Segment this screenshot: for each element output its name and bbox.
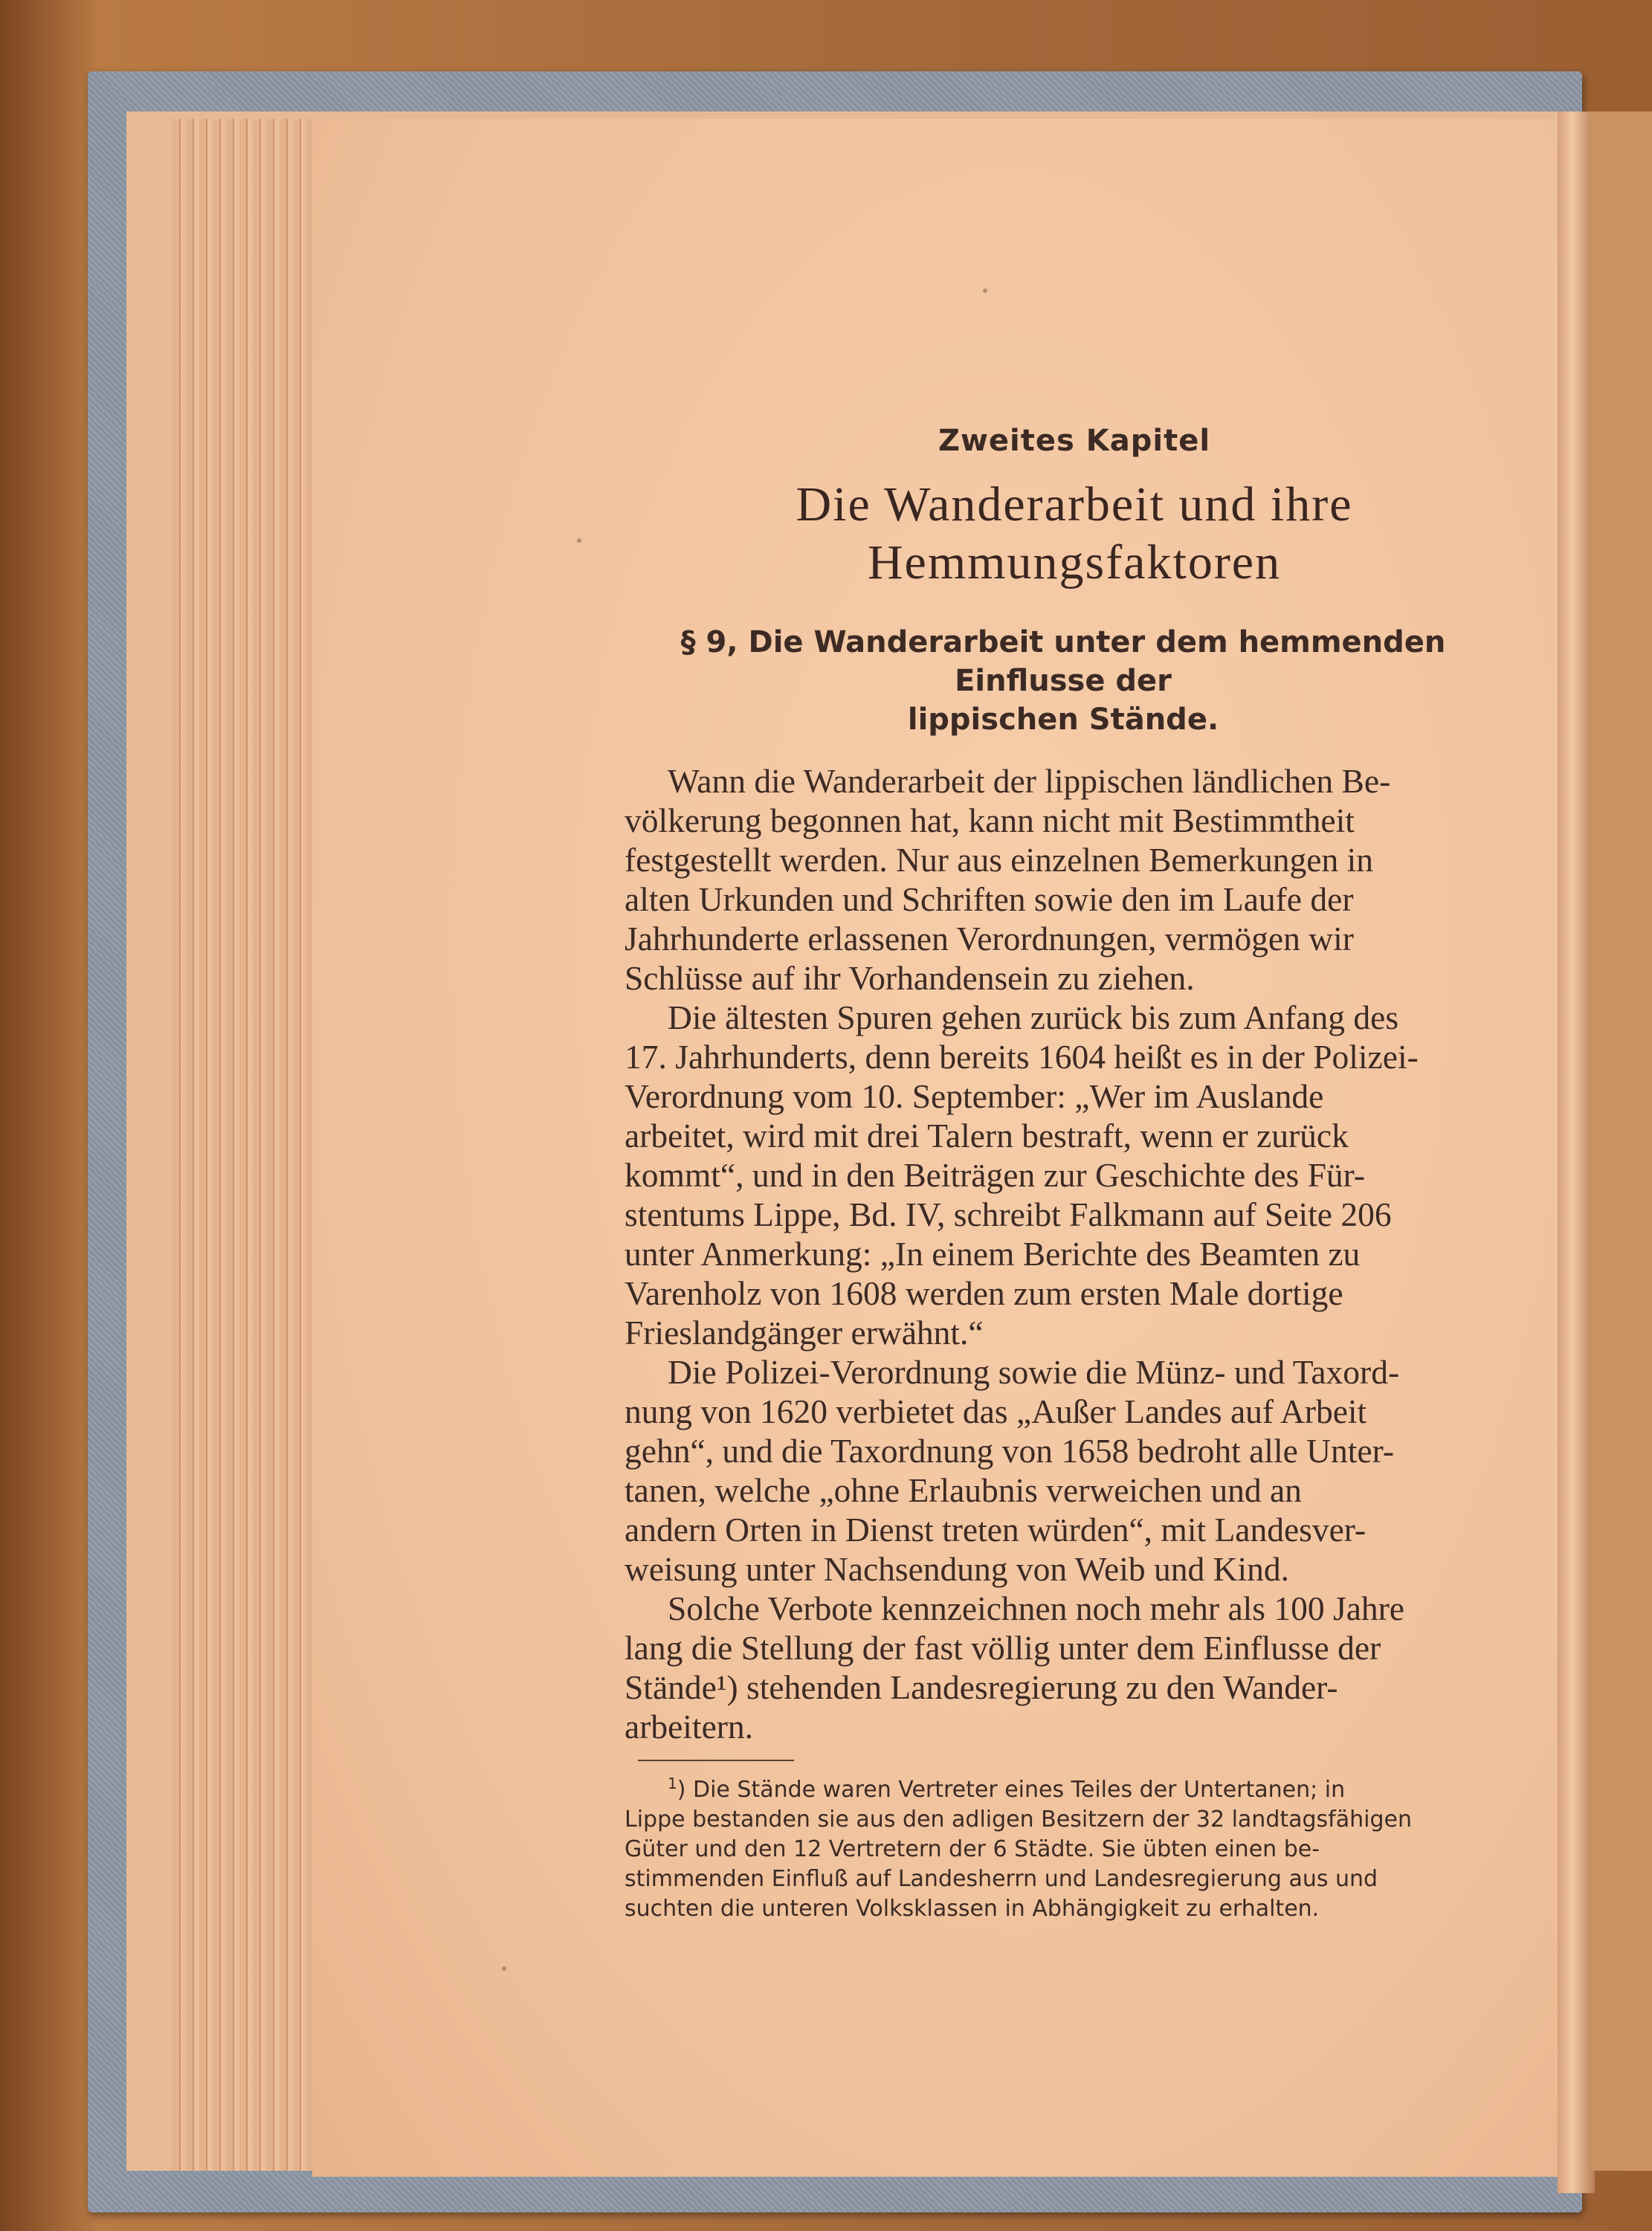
text-line: arbeitern. — [625, 1708, 754, 1746]
text-line: nung von 1620 verbietet das „Außer Landes auf Arbeit — [625, 1392, 1367, 1430]
section-heading-line: § 9, Die Wanderarbeit unter dem hemmenden Einflusse der — [680, 625, 1446, 698]
section-heading — [625, 623, 1502, 739]
text-line: lang die Stellung der fast völlig unter dem Einflusse der — [625, 1629, 1381, 1667]
chapter-label: Zweites Kapitel — [938, 424, 1211, 458]
footnote-line: stimmenden Einfluß auf Landesherrn und Landesregierung aus und — [625, 1866, 1378, 1892]
book-gutter — [1558, 112, 1595, 2193]
text-line: Solche Verbote kennzeichnen noch mehr als 100 Jahre — [668, 1589, 1404, 1627]
section-heading-line: lippischen Stände. — [907, 703, 1219, 737]
text-line: Schlüsse auf ihr Vorhandensein zu ziehen. — [625, 959, 1195, 997]
paragraph-3 — [625, 1352, 1502, 1589]
footnote-line: Güter und den 12 Vertretern der 6 Städte. Sie übten einen be- — [625, 1836, 1320, 1862]
text-line: gehn“, und die Taxordnung von 1658 bedroht alle Unter- — [625, 1432, 1394, 1470]
footnote-text: ) Die Stände waren Vertreter eines Teiles der Untertanen; in — [677, 1777, 1346, 1803]
footnote-line: suchten die unteren Volksklassen in Abhängigkeit zu erhalten. — [625, 1896, 1320, 1922]
footnote — [625, 1769, 1502, 1924]
text-line: Die ältesten Spuren gehen zurück bis zum Anfang des — [668, 998, 1399, 1036]
text-line: tanen, welche „ohne Erlaubnis verweichen und an — [625, 1471, 1302, 1509]
text-line: arbeitet, wird mit drei Talern bestraft, wenn er zurück — [625, 1117, 1349, 1155]
text-line: Jahrhunderte erlassenen Verordnungen, vermögen wir — [625, 920, 1354, 958]
footnote-rule — [638, 1760, 794, 1761]
text-line: Varenholz von 1608 werden zum ersten Male dortige — [625, 1274, 1343, 1312]
page-speck — [577, 538, 581, 543]
page-content — [625, 424, 1502, 1924]
chapter-title — [647, 476, 1502, 592]
next-page-edge — [1591, 112, 1652, 2171]
text-line: kommt“, und in den Beiträgen zur Geschichte des Für- — [625, 1156, 1366, 1194]
paragraph-2 — [625, 998, 1502, 1352]
text-line: weisung unter Nachsendung von Weib und Kind. — [625, 1550, 1289, 1588]
text-line: unter Anmerkung: „In einem Berichte des Beamten zu — [625, 1235, 1361, 1273]
page-speck — [983, 288, 987, 293]
page-speck — [502, 1966, 506, 1971]
text-line: Frieslandgänger erwähnt.“ — [625, 1314, 984, 1352]
text-line: festgestellt werden. Nur aus einzelnen Bemerkungen in — [625, 841, 1373, 879]
text-line: Verordnung vom 10. September: „Wer im Auslande — [625, 1077, 1324, 1115]
footnote-marker: 1 — [668, 1775, 677, 1792]
page-edges — [172, 119, 321, 2171]
text-line: Die Polizei-Verordnung sowie die Münz- und Taxord- — [668, 1353, 1400, 1391]
text-line: völkerung begonnen hat, kann nicht mit Bestimmtheit — [625, 801, 1355, 839]
paragraph-1 — [625, 761, 1502, 998]
text-line: 17. Jahrhunderts, denn bereits 1604 heißt es in der Polizei- — [625, 1038, 1419, 1076]
chapter-title-line: Die Wanderarbeit und ihre — [796, 477, 1353, 532]
text-line: Wann die Wanderarbeit der lippischen ländlichen Be- — [668, 762, 1391, 800]
text-line: Stände¹) stehenden Landesregierung zu den Wander- — [625, 1668, 1338, 1706]
text-line: alten Urkunden und Schriften sowie den im Laufe der — [625, 880, 1354, 918]
footnote-line: Lippe bestanden sie aus den adligen Besitzern der 32 landtagsfähigen — [625, 1807, 1412, 1833]
text-line: stentums Lippe, Bd. IV, schreibt Falkmann auf Seite 206 — [625, 1195, 1392, 1233]
chapter-title-line: Hemmungsfaktoren — [867, 535, 1282, 590]
footnote-line — [625, 1769, 1502, 1805]
paragraph-4 — [625, 1589, 1502, 1746]
text-line: andern Orten in Dienst treten würden“, mit Landesver- — [625, 1511, 1367, 1549]
